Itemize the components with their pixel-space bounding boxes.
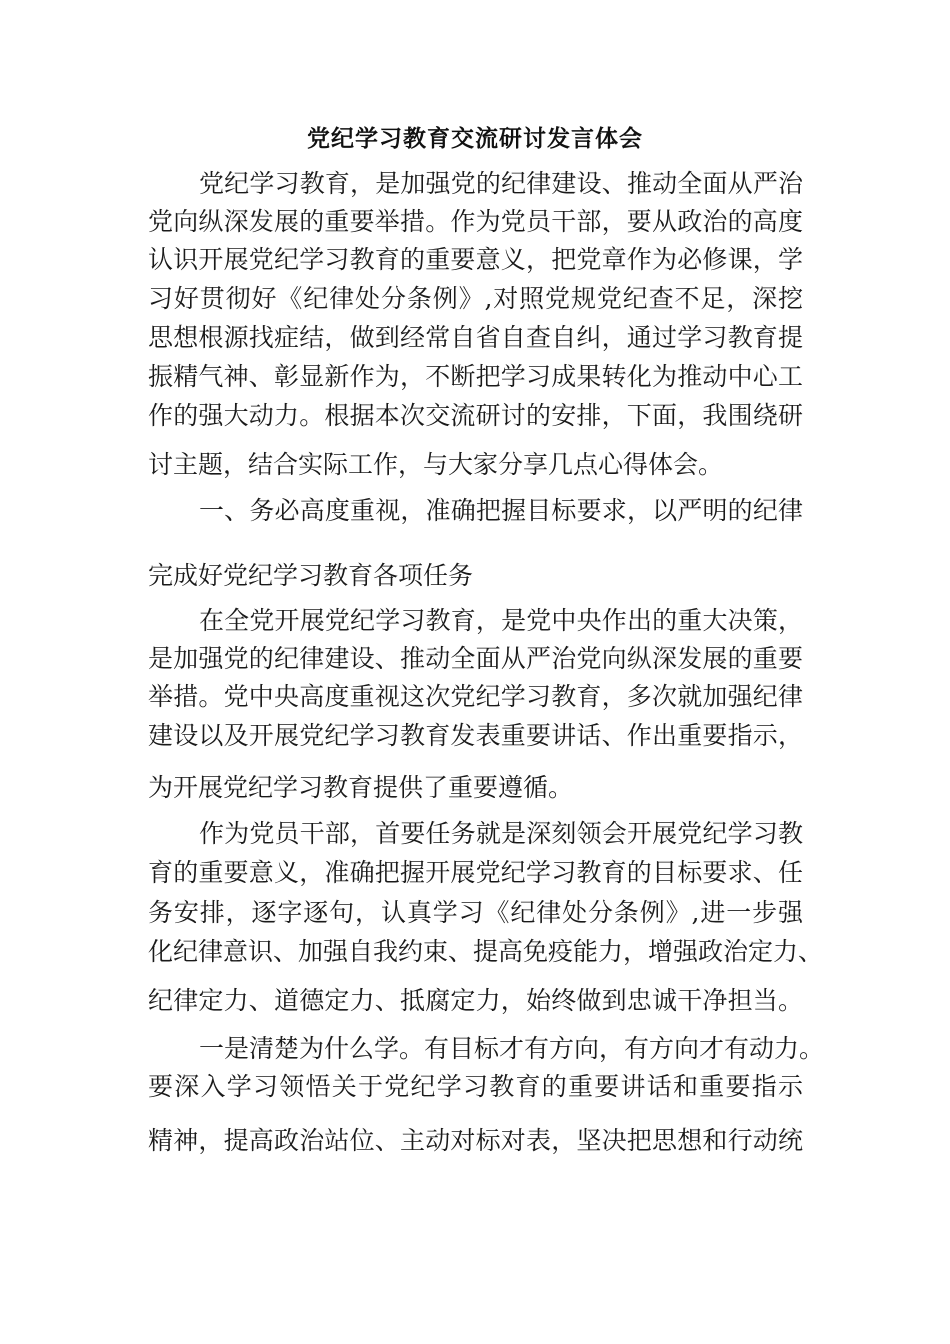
text-line: 化纪律意识、加强自我约束、提高免疫能力，增强政治定力、 (148, 937, 824, 966)
text-line: 作为党员干部，首要任务就是深刻领会开展党纪学习教 (199, 819, 803, 848)
text-line: 要深入学习领悟关于党纪学习教育的重要讲话和重要指示 (148, 1072, 803, 1101)
text-line: 讨主题，结合实际工作，与大家分享几点心得体会。 (148, 450, 724, 479)
text-line: 习好贯彻好《纪律处分条例》,对照党规党纪查不足，深挖 (148, 284, 803, 313)
text-line: 党向纵深发展的重要举措。作为党员干部，要从政治的高度 (148, 207, 803, 236)
text-line: 纪律定力、道德定力、抵腐定力，始终做到忠诚干净担当。 (148, 986, 803, 1015)
text-line: 作的强大动力。根据本次交流研讨的安排，下面，我围绕研 (148, 401, 803, 430)
text-line: 精神，提高政治站位、主动对标对表，坚决把思想和行动统 (148, 1126, 803, 1155)
text-line: 一是清楚为什么学。有目标才有方向，有方向才有动力。 (199, 1034, 825, 1063)
text-line: 建设以及开展党纪学习教育发表重要讲话、作出重要指示， (148, 721, 803, 750)
text-line: 举措。党中央高度重视这次党纪学习教育，多次就加强纪律 (148, 682, 803, 711)
document-title: 党纪学习教育交流研讨发言体会 (307, 126, 643, 152)
text-line: 务安排，逐字逐句，认真学习《纪律处分条例》,进一步强 (148, 898, 803, 927)
text-line: 在全党开展党纪学习教育，是党中央作出的重大决策， (199, 606, 803, 635)
text-line: 为开展党纪学习教育提供了重要遵循。 (148, 773, 574, 802)
text-line: 育的重要意义，准确把握开展党纪学习教育的目标要求、任 (148, 858, 803, 887)
section-heading-line: 完成好党纪学习教育各项任务 (148, 561, 474, 590)
text-line: 党纪学习教育，是加强党的纪律建设、推动全面从严治 (199, 169, 803, 198)
text-line: 是加强党的纪律建设、推动全面从严治党向纵深发展的重要 (148, 644, 803, 673)
text-line: 思想根源找症结，做到经常自省自查自纠，通过学习教育提 (148, 323, 803, 352)
text-line: 振精气神、彰显新作为，不断把学习成果转化为推动中心工 (148, 362, 803, 391)
section-heading-line: 一、务必高度重视，准确把握目标要求，以严明的纪律 (199, 496, 803, 525)
text-line: 认识开展党纪学习教育的重要意义，把党章作为必修课，学 (148, 245, 803, 274)
